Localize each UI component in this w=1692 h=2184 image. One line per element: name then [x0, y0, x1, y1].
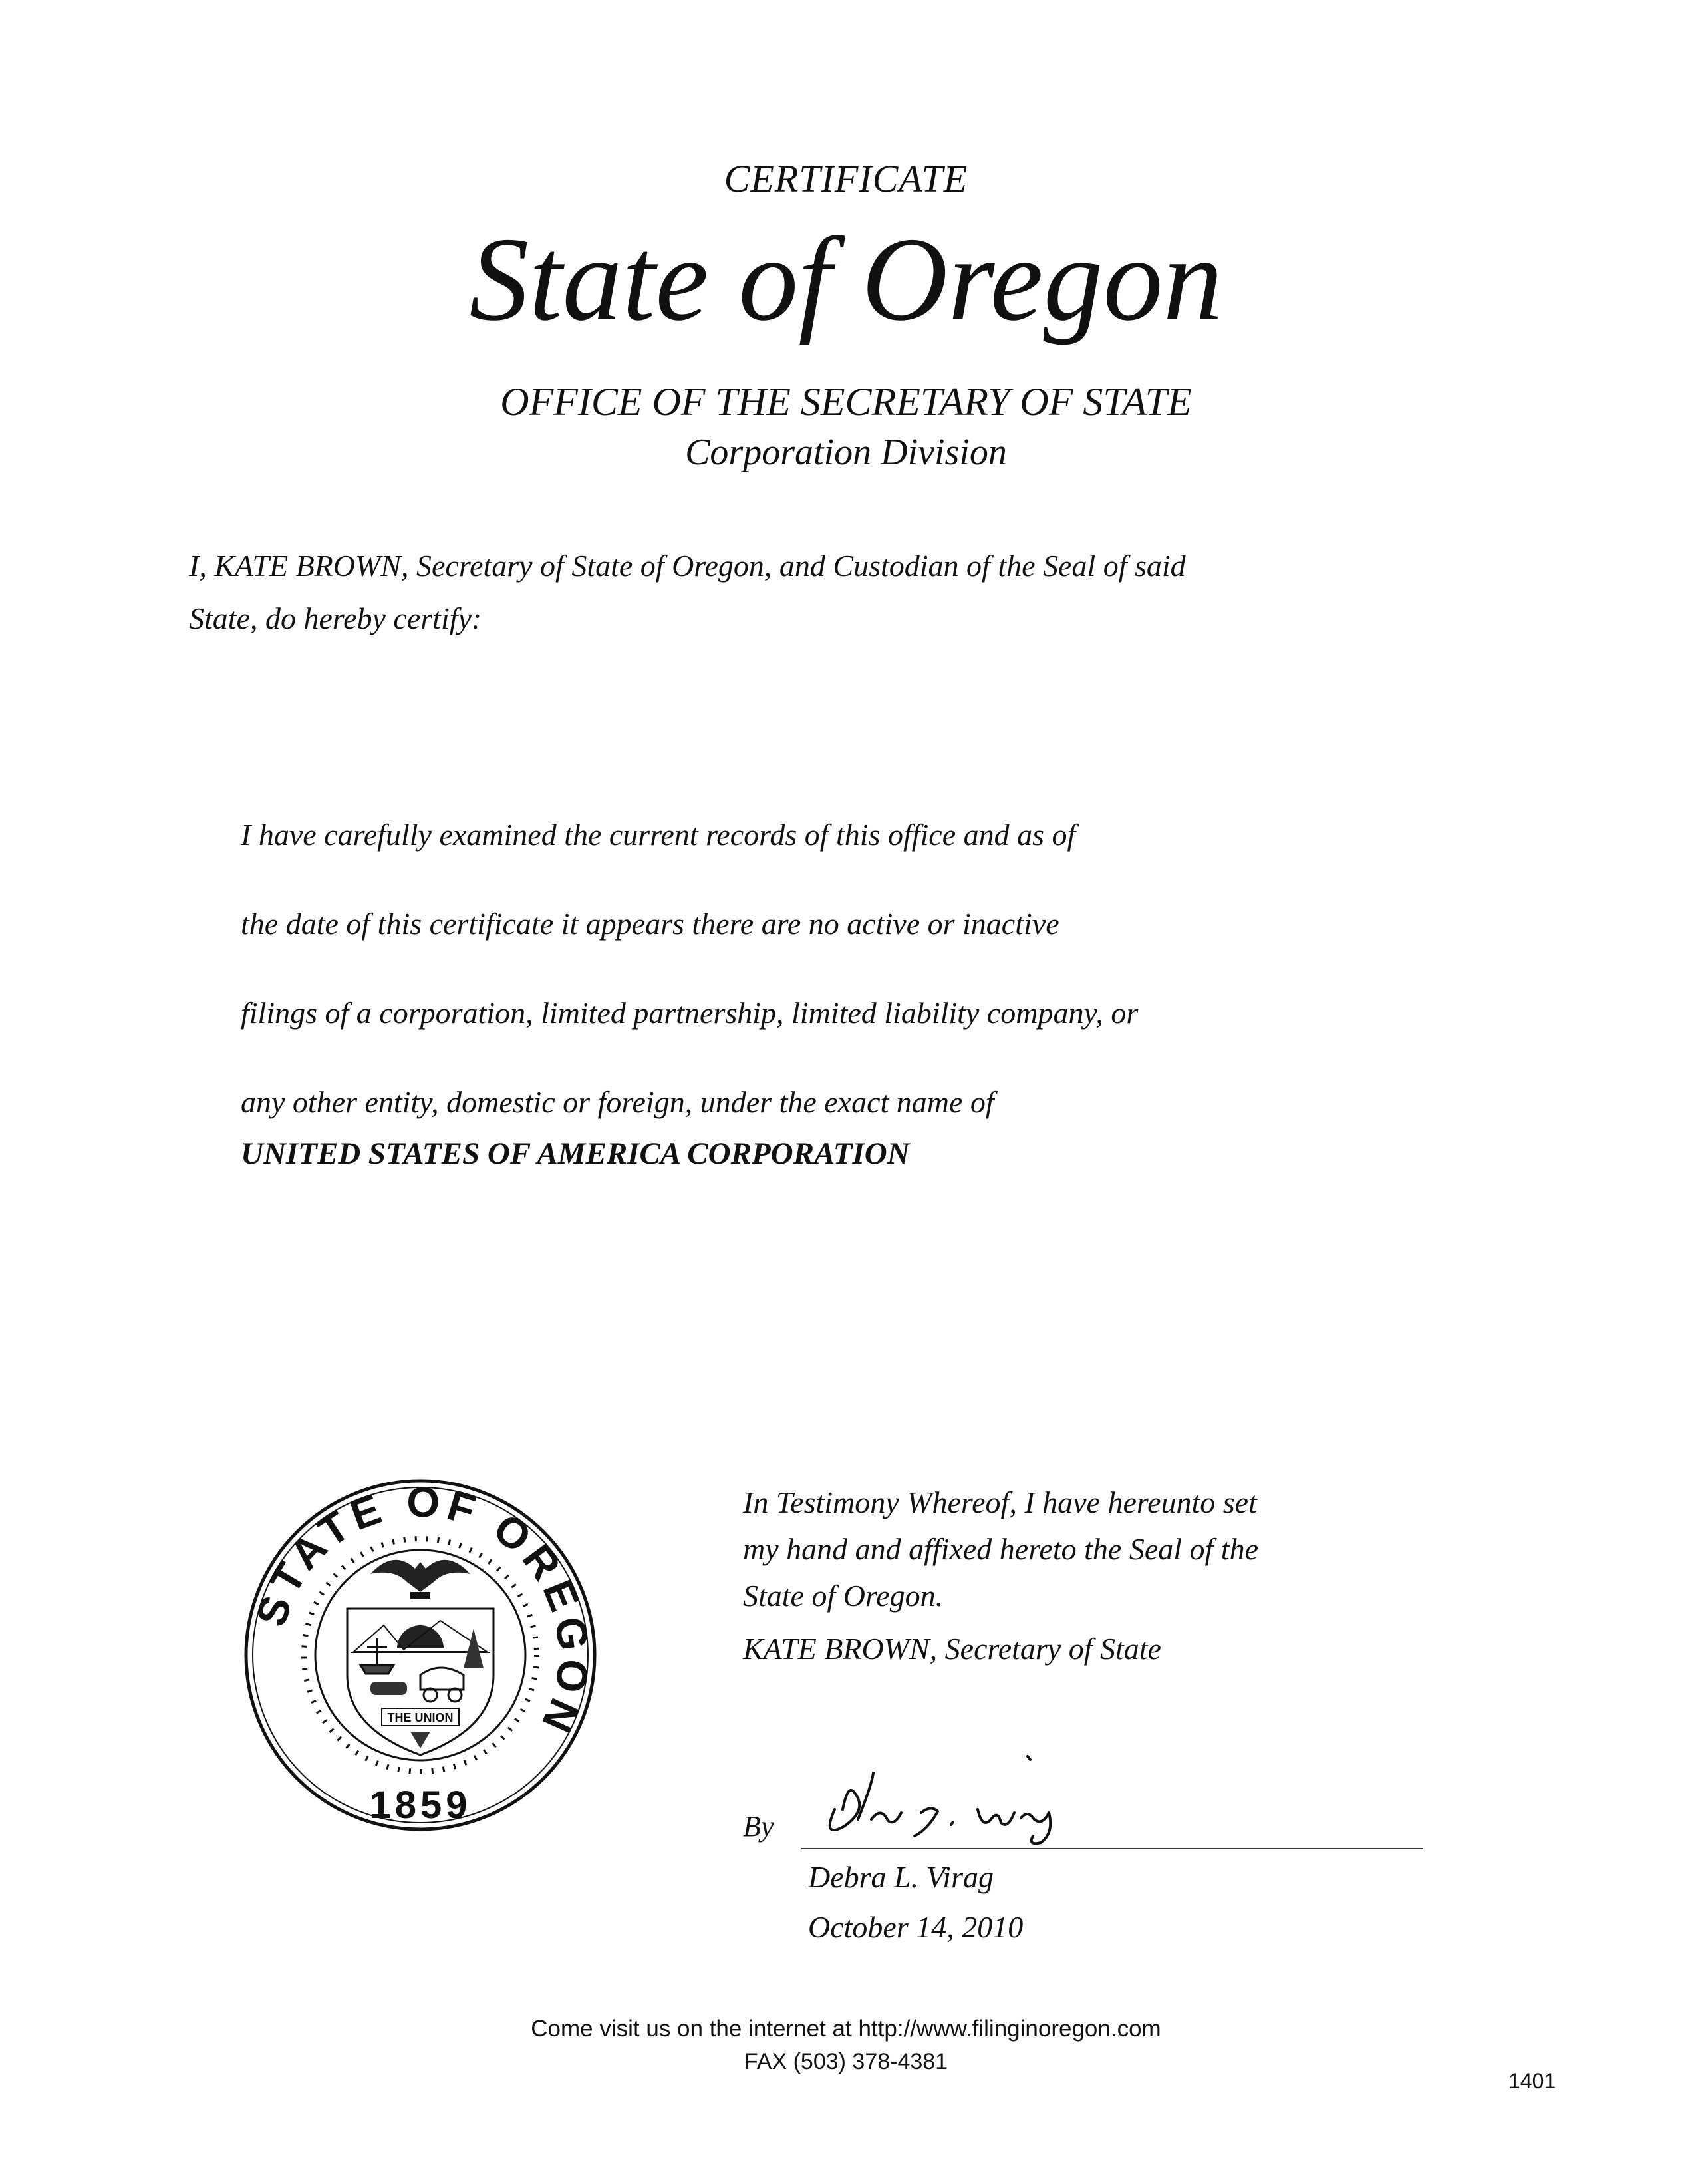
seal-arc-text: STATE OF OREGON	[246, 1478, 599, 1745]
testimony-secretary: KATE BROWN, Secretary of State	[743, 1632, 1161, 1666]
footer-website: Come visit us on the internet at http://www.filinginoregon.com	[531, 2016, 1161, 2042]
signature-date: October 14, 2010	[808, 1910, 1024, 1944]
tree-icon	[464, 1629, 484, 1668]
body-line-3: filings of a corporation, limited partnership, limited liability company, or	[241, 996, 1139, 1030]
body-line-2: the date of this certificate it appears there are no active or inactive	[241, 907, 1059, 941]
body-line-4: any other entity, domestic or foreign, under the exact name of	[241, 1085, 994, 1119]
testimony-line-1: In Testimony Whereof, I have hereunto set	[743, 1485, 1257, 1519]
division-title: Corporation Division	[685, 432, 1007, 473]
eagle-icon	[370, 1560, 470, 1599]
testimony-line-2: my hand and affixed hereto the Seal of the	[743, 1532, 1258, 1566]
ship-icon	[360, 1638, 394, 1674]
intro-line-2: State, do hereby certify:	[189, 601, 482, 635]
seal-year: 1859	[369, 1784, 472, 1827]
intro-line-1: I, KATE BROWN, Secretary of State of Oregon, and Custodian of the Seal of said	[189, 549, 1186, 583]
entity-name: UNITED STATES OF AMERICA CORPORATION	[241, 1136, 910, 1171]
state-title: State of Oregon	[469, 213, 1223, 345]
sheaf-icon	[410, 1732, 430, 1748]
state-seal	[241, 1476, 600, 1835]
form-number: 1401	[1508, 2069, 1556, 2093]
signer-name: Debra L. Virag	[808, 1860, 994, 1894]
handwritten-signature	[808, 1746, 1167, 1853]
footer-fax: FAX (503) 378-4381	[744, 2049, 948, 2074]
testimony-line-3: State of Oregon.	[743, 1579, 944, 1613]
seal-ribbon-text: THE UNION	[387, 1711, 454, 1724]
by-label: By	[743, 1810, 774, 1843]
signature-line	[801, 1848, 1423, 1849]
office-title: OFFICE OF THE SECRETARY OF STATE	[500, 380, 1192, 424]
body-line-1: I have carefully examined the current records of this office and as of	[241, 818, 1076, 852]
certificate-label: CERTIFICATE	[724, 157, 968, 200]
